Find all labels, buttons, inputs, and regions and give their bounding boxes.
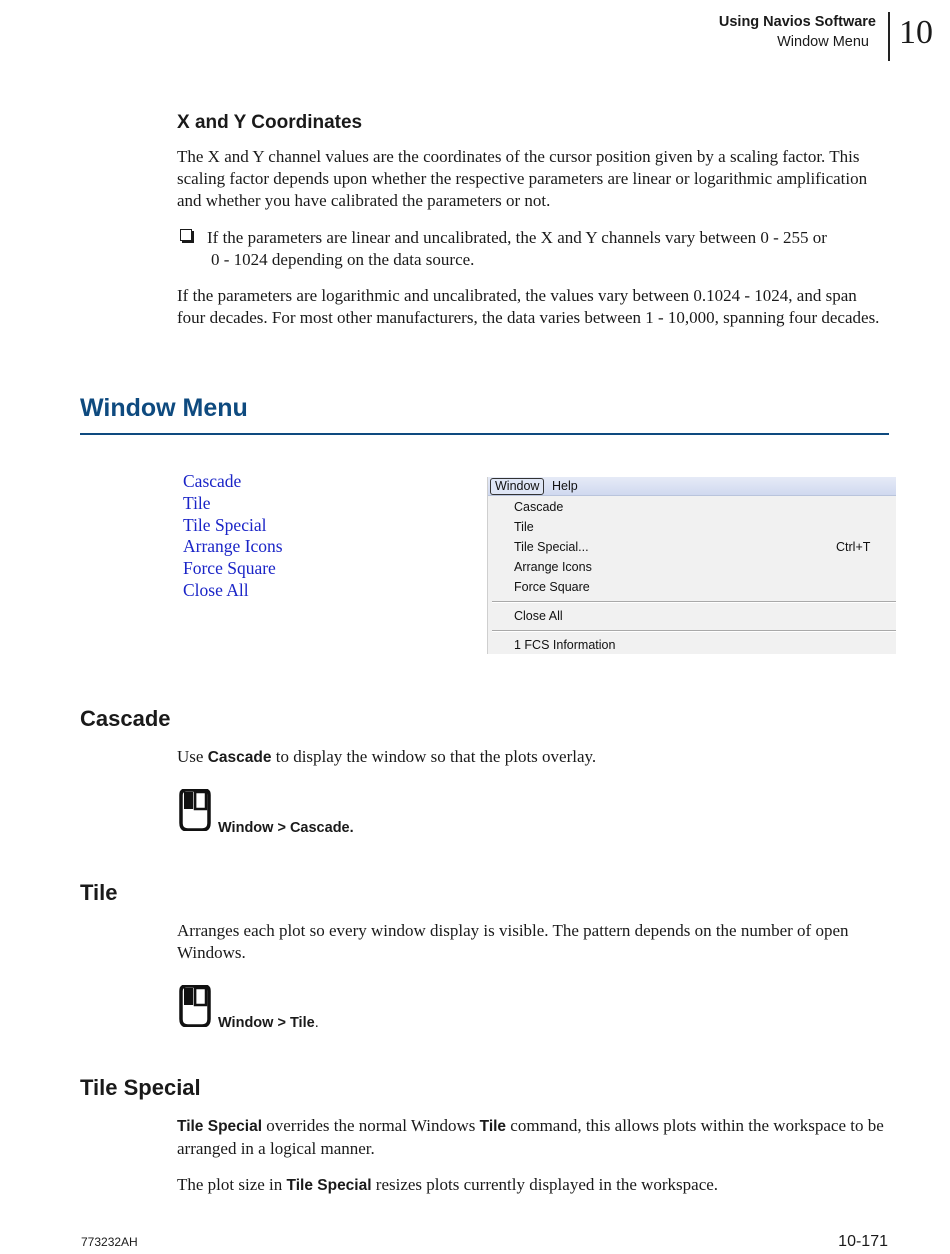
menu-item-shortcut: Ctrl+T <box>836 540 871 554</box>
menu-item-close-all: Close All <box>514 609 563 623</box>
cascade-text-pre: Use <box>177 747 208 766</box>
link-tile-special[interactable]: Tile Special <box>183 514 267 535</box>
mouse-icon <box>178 985 212 1027</box>
tile-heading: Tile <box>80 880 118 905</box>
window-menu-links <box>183 471 283 602</box>
tile-special-paragraph-2 <box>177 1174 889 1197</box>
tile-special-p2-bold: Tile Special <box>286 1177 372 1194</box>
tile-special-heading: Tile Special <box>80 1075 201 1100</box>
link-tile[interactable]: Tile <box>183 492 211 513</box>
section-title: Window Menu <box>80 394 248 422</box>
coords-heading: X and Y Coordinates <box>177 112 363 133</box>
bullet-line-1: If the parameters are linear and uncalibrated, the X and Y channels vary between 0 - 255 or <box>207 228 827 247</box>
cascade-text <box>177 746 596 769</box>
menu-item-tile-special: Tile Special... <box>514 540 589 554</box>
cascade-text-post: to display the window so that the plots overlay. <box>271 747 597 766</box>
menu-item-fcs-information: 1 FCS Information <box>514 638 616 652</box>
menubar-window: Window <box>490 478 544 495</box>
menu-separator-highlight <box>492 602 896 603</box>
header-title: Using Navios Software <box>718 14 876 30</box>
tile-special-bold-2: Tile <box>479 1118 507 1135</box>
chapter-number: 10 <box>899 14 933 51</box>
link-arrange-icons[interactable]: Arrange Icons <box>183 536 283 557</box>
mouse-icon <box>178 789 212 831</box>
tile-special-p1-mid: overrides the normal Windows <box>262 1116 480 1135</box>
doc-id: 773232AH <box>81 1235 138 1249</box>
link-force-square[interactable]: Force Square <box>183 558 276 579</box>
cascade-heading: Cascade <box>80 706 171 731</box>
bullet-line-2: 0 - 1024 depending on the data source. <box>211 250 475 269</box>
checkbox-bullet-icon <box>180 229 192 241</box>
tile-special-bold-1: Tile Special <box>177 1118 263 1135</box>
menu-item-cascade: Cascade <box>514 500 564 514</box>
tile-special-p2-pre: The plot size in <box>177 1175 287 1194</box>
menu-item-tile: Tile <box>514 520 534 534</box>
header-divider <box>888 12 890 61</box>
tile-special-paragraph-1 <box>177 1115 889 1160</box>
menu-item-arrange-icons: Arrange Icons <box>514 560 592 574</box>
tile-special-p2-end: resizes plots currently displayed in the workspace. <box>371 1175 719 1194</box>
tile-special-p1-end: command, this allows plots within the workspace to be arranged in a logical manner. <box>177 1116 884 1158</box>
section-rule <box>80 433 889 435</box>
link-close-all[interactable]: Close All <box>183 579 249 600</box>
cascade-command: Window > Cascade. <box>218 820 354 836</box>
link-cascade[interactable]: Cascade <box>183 471 242 491</box>
page-number: 10-171 <box>838 1233 888 1250</box>
coords-paragraph-1: The X and Y channel values are the coordinates of the cursor position given by a scaling factor. This scaling factor depends upon whether the respective parameters are linear or logarithmic amplification and whether you have calibrated the parameters or not. <box>177 147 868 210</box>
tile-command-end: . <box>314 1015 319 1031</box>
cascade-text-bold: Cascade <box>207 749 272 766</box>
menubar-help: Help <box>552 479 578 493</box>
menubar <box>488 477 896 496</box>
tile-command-bold: Window > Tile <box>218 1015 315 1031</box>
tile-text: Arranges each plot so every window display is visible. The pattern depends on the number of open Windows. <box>177 921 849 962</box>
coords-paragraph-2: If the parameters are logarithmic and uncalibrated, the values vary between 0.1024 - 1024, and span four decades. For most other manufacturers, the data varies between 1 - 10,000, spanning four decades. <box>177 286 880 327</box>
tile-command <box>218 1015 319 1031</box>
menu-item-force-square: Force Square <box>514 580 590 594</box>
window-menu-screenshot <box>487 477 896 654</box>
menu-separator-highlight <box>492 631 896 632</box>
header-subtitle: Window Menu <box>777 34 869 50</box>
